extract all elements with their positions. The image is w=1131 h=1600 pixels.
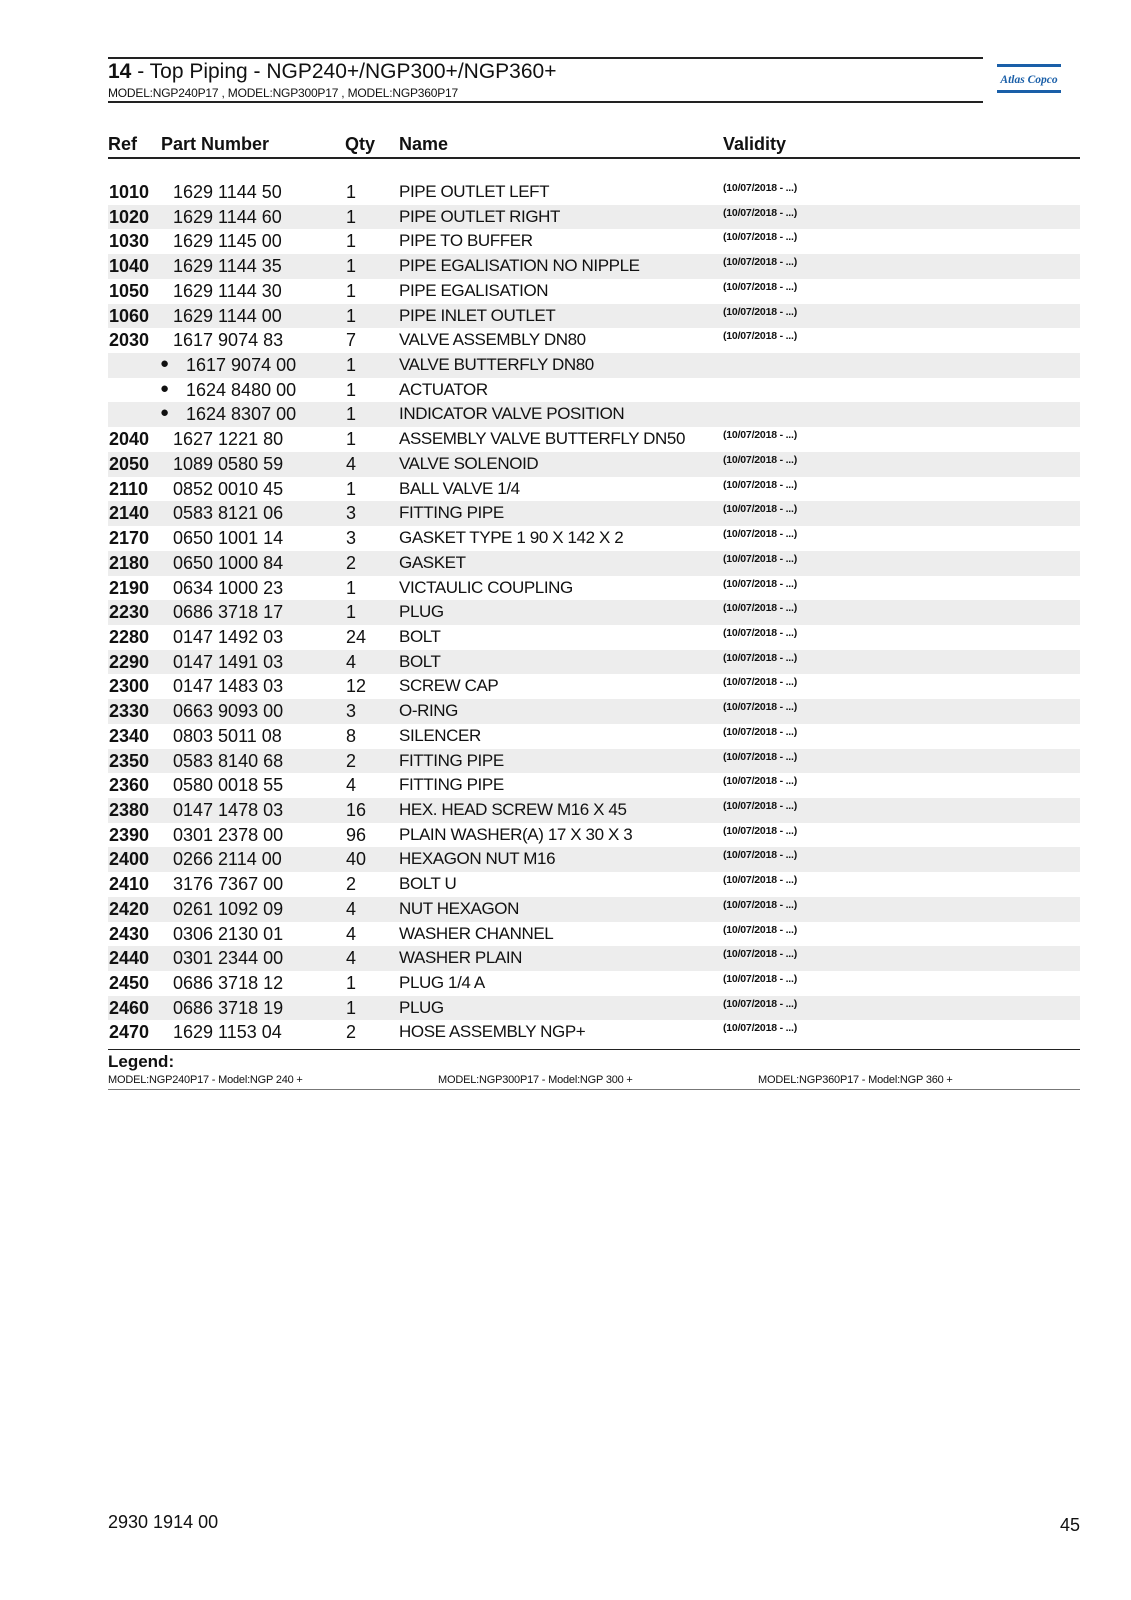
part-row bbox=[108, 452, 1080, 477]
part-ref: 2040 bbox=[109, 429, 150, 450]
part-number: 1624 8480 00 bbox=[186, 379, 297, 400]
part-validity: (10/07/2018 - ...) bbox=[723, 973, 798, 985]
part-qty: 3 bbox=[346, 701, 357, 722]
part-qty: 16 bbox=[346, 799, 367, 820]
part-ref: 2350 bbox=[109, 750, 150, 771]
part-name: PLAIN WASHER(A) 17 X 30 X 3 bbox=[399, 824, 633, 844]
part-name: HEXAGON NUT M16 bbox=[399, 849, 556, 869]
part-validity: (10/07/2018 - ...) bbox=[723, 602, 798, 615]
part-qty: 1 bbox=[346, 206, 357, 227]
part-number: 0147 1483 03 bbox=[173, 676, 284, 697]
part-ref: 2470 bbox=[109, 1022, 150, 1043]
legend-item-ngp300: MODEL:NGP300P17 - Model:NGP 300 + bbox=[438, 1074, 633, 1086]
part-qty: 4 bbox=[346, 651, 357, 672]
part-row bbox=[108, 600, 1080, 625]
part-qty: 2 bbox=[346, 750, 357, 771]
legend-title: Legend: bbox=[108, 1052, 175, 1071]
part-name: WASHER CHANNEL bbox=[399, 923, 554, 943]
page-number: 45 bbox=[1059, 1515, 1080, 1535]
col-validity-header: Validity bbox=[723, 134, 787, 154]
part-row bbox=[108, 971, 1080, 996]
part-validity: (10/07/2018 - ...) bbox=[723, 626, 798, 639]
part-qty: 1 bbox=[346, 355, 357, 376]
part-validity: (10/07/2018 - ...) bbox=[723, 1022, 798, 1035]
part-ref: 2400 bbox=[109, 849, 150, 870]
part-validity: (10/07/2018 - ...) bbox=[723, 676, 798, 689]
part-number: 1629 1144 30 bbox=[173, 280, 282, 301]
part-number: 0803 5011 08 bbox=[173, 725, 282, 746]
part-number: 1617 9074 00 bbox=[186, 355, 297, 376]
part-number: 1629 1153 04 bbox=[173, 1022, 282, 1043]
part-ref: 2420 bbox=[109, 898, 150, 919]
part-row bbox=[108, 279, 1080, 304]
part-ref: 1040 bbox=[109, 256, 150, 277]
part-row bbox=[108, 872, 1080, 897]
part-validity: (10/07/2018 - ...) bbox=[723, 453, 798, 466]
part-row bbox=[108, 798, 1080, 823]
part-name: HOSE ASSEMBLY NGP+ bbox=[399, 1022, 586, 1042]
part-name: FITTING PIPE bbox=[399, 503, 504, 523]
part-number: 1624 8307 00 bbox=[186, 404, 297, 425]
part-validity: (10/07/2018 - ...) bbox=[723, 330, 798, 343]
part-name: O-RING bbox=[399, 701, 458, 721]
part-validity: (10/07/2018 - ...) bbox=[723, 997, 798, 1010]
part-name: PLUG bbox=[399, 997, 444, 1017]
part-name: BOLT U bbox=[399, 874, 457, 894]
part-ref: 2180 bbox=[109, 552, 150, 573]
part-qty: 1 bbox=[346, 379, 357, 400]
part-validity: (10/07/2018 - ...) bbox=[723, 503, 798, 516]
part-name: GASKET TYPE 1 90 X 142 X 2 bbox=[399, 528, 624, 548]
part-ref: 1010 bbox=[109, 182, 150, 202]
part-row bbox=[108, 254, 1080, 279]
part-row bbox=[108, 229, 1080, 254]
part-qty: 8 bbox=[346, 725, 357, 746]
part-qty: 1 bbox=[346, 231, 357, 252]
part-row bbox=[108, 922, 1080, 947]
legend-item-ngp360: MODEL:NGP360P17 - Model:NGP 360 + bbox=[758, 1074, 953, 1086]
part-number: 0306 2130 01 bbox=[173, 923, 284, 944]
part-number: 0686 3718 17 bbox=[173, 602, 284, 623]
part-number: 0650 1001 14 bbox=[173, 528, 284, 549]
part-validity: (10/07/2018 - ...) bbox=[723, 874, 798, 887]
part-qty: 1 bbox=[346, 577, 357, 598]
part-name: FITTING PIPE bbox=[399, 750, 504, 770]
part-qty: 1 bbox=[346, 429, 357, 450]
part-ref: 2300 bbox=[109, 676, 150, 697]
part-ref: 2190 bbox=[109, 577, 150, 598]
part-name: WASHER PLAIN bbox=[399, 948, 523, 968]
part-qty: 2 bbox=[346, 1022, 357, 1043]
part-number: 0686 3718 12 bbox=[173, 973, 284, 993]
part-ref: 2290 bbox=[109, 651, 150, 672]
part-qty: 1 bbox=[346, 305, 357, 326]
part-name: PLUG bbox=[399, 602, 444, 622]
part-number: 0650 1000 84 bbox=[173, 552, 284, 573]
part-validity: (10/07/2018 - ...) bbox=[723, 528, 798, 541]
part-name: PIPE TO BUFFER bbox=[399, 231, 533, 251]
part-number: 0583 8140 68 bbox=[173, 750, 284, 771]
part-row bbox=[108, 674, 1080, 699]
part-ref: 2460 bbox=[109, 997, 150, 1018]
sub-part-row bbox=[108, 353, 1080, 378]
part-qty: 1 bbox=[346, 997, 357, 1018]
part-validity: (10/07/2018 - ...) bbox=[723, 280, 798, 293]
part-number: 0583 8121 06 bbox=[173, 503, 284, 524]
part-qty: 3 bbox=[346, 503, 357, 524]
part-row bbox=[108, 427, 1080, 452]
part-number: 0686 3718 19 bbox=[173, 997, 284, 1018]
part-validity: (10/07/2018 - ...) bbox=[723, 799, 798, 812]
part-name: VALVE SOLENOID bbox=[399, 453, 539, 473]
part-number: 0147 1492 03 bbox=[173, 626, 284, 647]
part-row bbox=[108, 551, 1080, 576]
model-subtitle: MODEL:NGP240P17 , MODEL:NGP300P17 , MODEL:NGP360P17 bbox=[108, 86, 458, 100]
part-row bbox=[108, 996, 1080, 1021]
part-qty: 7 bbox=[346, 330, 357, 351]
part-row bbox=[108, 823, 1080, 848]
part-ref: 2170 bbox=[109, 528, 150, 549]
part-number: 1617 9074 83 bbox=[173, 330, 284, 351]
part-row bbox=[108, 576, 1080, 601]
legend-divider-top bbox=[108, 1049, 1080, 1050]
part-number: 0266 2114 00 bbox=[173, 849, 282, 870]
page-header bbox=[108, 57, 983, 103]
part-name: PIPE EGALISATION bbox=[399, 280, 549, 300]
bullet-icon: ● bbox=[160, 404, 170, 422]
part-number: 1629 1144 35 bbox=[173, 256, 282, 277]
part-qty: 40 bbox=[346, 849, 367, 870]
part-number: 1629 1145 00 bbox=[173, 231, 282, 252]
part-validity: (10/07/2018 - ...) bbox=[723, 898, 798, 911]
part-name: BALL VALVE 1/4 bbox=[399, 478, 520, 498]
part-ref: 2280 bbox=[109, 626, 150, 647]
part-name: BOLT bbox=[399, 626, 441, 646]
part-row bbox=[108, 699, 1080, 724]
part-number: 0580 0018 55 bbox=[173, 775, 284, 796]
part-ref: 2340 bbox=[109, 725, 150, 746]
part-validity: (10/07/2018 - ...) bbox=[723, 824, 798, 837]
part-name: PIPE OUTLET RIGHT bbox=[399, 206, 561, 226]
part-number: 0147 1478 03 bbox=[173, 799, 284, 820]
part-ref: 2330 bbox=[109, 701, 150, 722]
part-qty: 1 bbox=[346, 602, 357, 623]
part-row bbox=[108, 650, 1080, 675]
part-validity: (10/07/2018 - ...) bbox=[723, 775, 798, 788]
part-number: 0852 0010 45 bbox=[173, 478, 284, 499]
part-name: VALVE ASSEMBLY DN80 bbox=[399, 330, 586, 350]
header-divider bbox=[108, 157, 1080, 159]
part-name: PIPE EGALISATION NO NIPPLE bbox=[399, 256, 640, 276]
part-qty: 4 bbox=[346, 898, 357, 919]
part-name: PIPE OUTLET LEFT bbox=[399, 182, 550, 201]
part-row bbox=[108, 946, 1080, 971]
part-row bbox=[108, 724, 1080, 749]
part-ref: 1030 bbox=[109, 231, 150, 252]
part-ref: 2050 bbox=[109, 453, 150, 474]
part-qty: 1 bbox=[346, 478, 357, 499]
part-ref: 2440 bbox=[109, 948, 150, 969]
part-row bbox=[108, 304, 1080, 329]
part-qty: 1 bbox=[346, 973, 357, 993]
part-validity: (10/07/2018 - ...) bbox=[723, 231, 798, 244]
part-validity: (10/07/2018 - ...) bbox=[723, 701, 798, 714]
part-validity: (10/07/2018 - ...) bbox=[723, 478, 798, 491]
part-row bbox=[108, 749, 1080, 774]
part-qty: 2 bbox=[346, 552, 357, 573]
part-qty: 1 bbox=[346, 182, 357, 202]
part-qty: 96 bbox=[346, 824, 367, 845]
part-ref: 2450 bbox=[109, 973, 150, 993]
part-qty: 4 bbox=[346, 948, 357, 969]
part-ref: 1020 bbox=[109, 206, 150, 227]
part-name: PLUG 1/4 A bbox=[399, 973, 485, 992]
part-qty: 24 bbox=[346, 626, 367, 647]
part-name: HEX. HEAD SCREW M16 X 45 bbox=[399, 799, 627, 819]
part-ref: 2430 bbox=[109, 923, 150, 944]
part-number: 0147 1491 03 bbox=[173, 651, 284, 672]
part-validity: (10/07/2018 - ...) bbox=[723, 305, 798, 318]
part-qty: 4 bbox=[346, 923, 357, 944]
part-row bbox=[108, 897, 1080, 922]
legend-item-ngp240: MODEL:NGP240P17 - Model:NGP 240 + bbox=[108, 1074, 303, 1086]
part-ref: 2390 bbox=[109, 824, 150, 845]
sub-part-row bbox=[108, 402, 1080, 427]
part-row bbox=[108, 773, 1080, 798]
part-number: 0634 1000 23 bbox=[173, 577, 284, 598]
part-name: SCREW CAP bbox=[399, 676, 499, 696]
part-qty: 3 bbox=[346, 528, 357, 549]
part-ref: 2360 bbox=[109, 775, 150, 796]
part-ref: 2140 bbox=[109, 503, 150, 524]
part-row bbox=[108, 477, 1080, 502]
sub-part-row bbox=[108, 378, 1080, 403]
part-number: 1627 1221 80 bbox=[173, 429, 284, 450]
part-row bbox=[108, 328, 1080, 353]
parts-table bbox=[108, 180, 1080, 1045]
bullet-icon: ● bbox=[160, 355, 170, 373]
part-row bbox=[108, 847, 1080, 872]
legend-divider-bottom bbox=[108, 1089, 1080, 1090]
part-validity: (10/07/2018 - ...) bbox=[723, 256, 798, 269]
part-qty: 2 bbox=[346, 874, 357, 895]
part-name: INDICATOR VALVE POSITION bbox=[399, 404, 625, 424]
part-validity: (10/07/2018 - ...) bbox=[723, 206, 798, 219]
part-number: 1629 1144 60 bbox=[173, 206, 282, 227]
part-validity: (10/07/2018 - ...) bbox=[723, 429, 798, 442]
section-title-text: - Top Piping - NGP240+/NGP300+/NGP360+ bbox=[131, 60, 557, 83]
part-validity: (10/07/2018 - ...) bbox=[723, 552, 798, 565]
col-ref-header: Ref bbox=[108, 134, 138, 154]
part-name: PIPE INLET OUTLET bbox=[399, 305, 556, 325]
part-qty: 4 bbox=[346, 775, 357, 796]
section-title bbox=[108, 60, 556, 84]
part-ref: 2410 bbox=[109, 874, 150, 895]
part-number: 0261 1092 09 bbox=[173, 898, 284, 919]
part-validity: (10/07/2018 - ...) bbox=[723, 651, 798, 664]
part-row bbox=[108, 501, 1080, 526]
part-validity: (10/07/2018 - ...) bbox=[723, 923, 798, 936]
part-qty: 1 bbox=[346, 404, 357, 425]
part-validity: (10/07/2018 - ...) bbox=[723, 849, 798, 862]
col-qty-header: Qty bbox=[345, 134, 376, 154]
part-number: 1089 0580 59 bbox=[173, 453, 284, 474]
document-number: 2930 1914 00 bbox=[108, 1512, 219, 1532]
part-number: 0301 2344 00 bbox=[173, 948, 284, 969]
part-number: 3176 7367 00 bbox=[173, 874, 284, 895]
part-name: NUT HEXAGON bbox=[399, 898, 519, 918]
part-name: FITTING PIPE bbox=[399, 775, 504, 795]
part-ref: 1060 bbox=[109, 305, 150, 326]
part-name: VALVE BUTTERFLY DN80 bbox=[399, 355, 594, 375]
part-qty: 1 bbox=[346, 280, 357, 301]
part-row bbox=[108, 1020, 1080, 1045]
part-row bbox=[108, 625, 1080, 650]
part-row bbox=[108, 526, 1080, 551]
section-number: 14 bbox=[108, 60, 132, 83]
part-ref: 1050 bbox=[109, 280, 150, 301]
part-ref: 2110 bbox=[109, 478, 149, 499]
part-validity: (10/07/2018 - ...) bbox=[723, 725, 798, 738]
atlas-copco-logo bbox=[997, 64, 1061, 94]
part-validity: (10/07/2018 - ...) bbox=[723, 577, 798, 590]
part-name: SILENCER bbox=[399, 725, 481, 745]
part-ref: 2230 bbox=[109, 602, 150, 623]
part-number: 0301 2378 00 bbox=[173, 824, 284, 845]
part-name: VICTAULIC COUPLING bbox=[399, 577, 573, 597]
part-number: 1629 1144 50 bbox=[173, 182, 282, 202]
part-qty: 4 bbox=[346, 453, 357, 474]
col-name-header: Name bbox=[399, 134, 449, 154]
logo-text: Atlas Copco bbox=[1000, 74, 1058, 86]
part-validity: (10/07/2018 - ...) bbox=[723, 750, 798, 763]
part-name: GASKET bbox=[399, 552, 466, 572]
col-part-number-header: Part Number bbox=[161, 134, 270, 154]
part-row bbox=[108, 180, 1080, 205]
bullet-icon: ● bbox=[160, 379, 170, 397]
part-validity: (10/07/2018 - ...) bbox=[723, 182, 798, 194]
part-name: BOLT bbox=[399, 651, 441, 671]
part-qty: 1 bbox=[346, 256, 357, 277]
part-name: ASSEMBLY VALVE BUTTERFLY DN50 bbox=[399, 429, 686, 449]
part-validity: (10/07/2018 - ...) bbox=[723, 948, 798, 961]
part-row bbox=[108, 205, 1080, 230]
part-ref: 2030 bbox=[109, 330, 150, 351]
part-name: ACTUATOR bbox=[399, 379, 488, 399]
part-number: 1629 1144 00 bbox=[173, 305, 282, 326]
part-qty: 12 bbox=[346, 676, 367, 697]
part-ref: 2380 bbox=[109, 799, 150, 820]
part-number: 0663 9093 00 bbox=[173, 701, 284, 722]
